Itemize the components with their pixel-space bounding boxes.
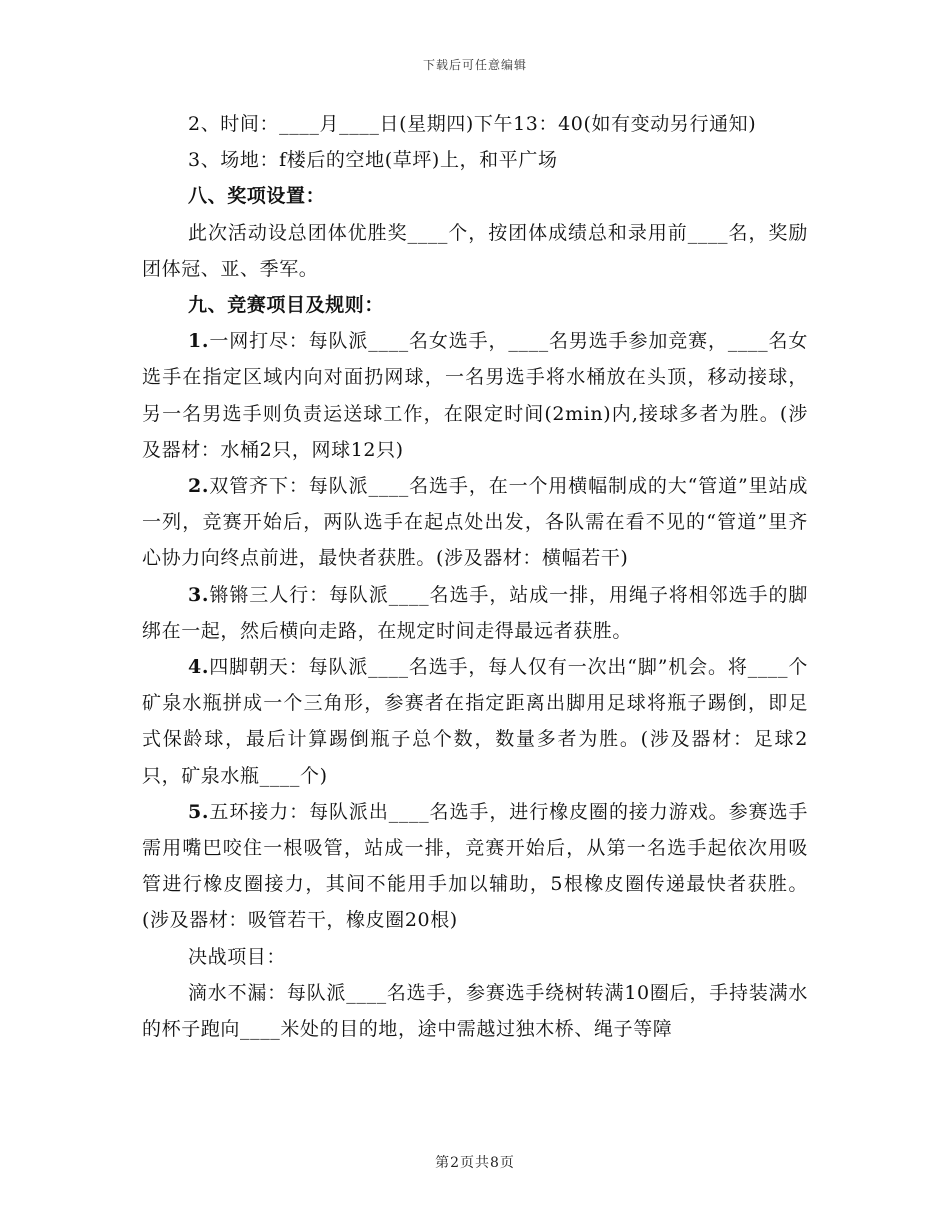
final-paragraph: 滴水不漏：每队派____名选手，参赛选手绕树转满10圈后，手持装满水的杯子跑向____米处的目的地，途中需越过独木桥、绳子等障 xyxy=(142,981,808,1041)
header-note: 下载后可任意编辑 xyxy=(422,58,527,72)
final-heading: 决战项目： xyxy=(188,945,287,968)
rule-item-4 xyxy=(142,649,808,794)
rule-item-3 xyxy=(142,577,808,649)
rule-item-2 xyxy=(142,468,808,577)
rule-item-3-number: 3. xyxy=(188,583,210,606)
rule-item-4-text: 四脚朝天：每队派____名选手，每人仅有一次出“脚”机会。将____个矿泉水瓶拼成一个三角形，参赛者在指定距离出脚用足球将瓶子踢倒，即足式保龄球，最后计算踢倒瓶子总个数，数量多者为胜。(涉及器材：足球2只，矿泉水瓶____个) xyxy=(142,656,808,787)
rule-item-1-number: 1. xyxy=(188,330,210,353)
rule-item-1-text: 一网打尽：每队派____名女选手，____名男选手参加竞赛，____名女选手在指定区域内向对面扔网球，一名男选手将水桶放在头顶，移动接球，另一名男选手则负责运送球工作，在限定时间(2min)内,接球多者为胜。(涉及器材：水桶2只，网球12只) xyxy=(142,330,808,461)
venue-line: 3、场地：f楼后的空地(草坪)上，和平广场 xyxy=(188,149,558,172)
rule-item-5-number: 5. xyxy=(188,800,210,823)
rule-item-2-number: 2. xyxy=(188,475,210,498)
rule-item-2-text: 双管齐下：每队派____名选手，在一个用横幅制成的大“管道”里站成一列，竞赛开始后，两队选手在起点处出发，各队需在看不见的“管道”里齐心协力向终点前进，最快者获胜。(涉及器材：横幅若干) xyxy=(142,475,808,570)
document-body xyxy=(142,106,808,1047)
rule-item-5-text: 五环接力：每队派出____名选手，进行橡皮圈的接力游戏。参赛选手需用嘴巴咬住一根吸管，站成一排，竞赛开始后，从第一名选手起依次用吸管进行橡皮圈接力，其间不能用手加以辅助，5根橡皮圈传递最快者获胜。(涉及器材：吸管若干，橡皮圈20根) xyxy=(142,800,808,932)
awards-paragraph: 此次活动设总团体优胜奖____个，按团体成绩总和录用前____名，奖励团体冠、亚、季军。 xyxy=(142,221,808,280)
rule-item-3-text: 锵锵三人行：每队派____名选手，站成一排，用绳子将相邻选手的脚绑在一起，然后横向走路，在规定时间走得最远者获胜。 xyxy=(142,583,808,642)
page-number: 第2页共8页 xyxy=(435,1155,515,1171)
rules-heading: 九、竞赛项目及规则： xyxy=(188,294,385,317)
rule-item-1 xyxy=(142,323,808,468)
rule-item-5 xyxy=(142,794,808,939)
awards-heading: 八、奖项设置： xyxy=(188,185,326,208)
time-line: 2、时间：____月____日(星期四)下午13：40(如有变动另行通知) xyxy=(188,113,757,135)
rule-item-4-number: 4. xyxy=(188,656,210,679)
